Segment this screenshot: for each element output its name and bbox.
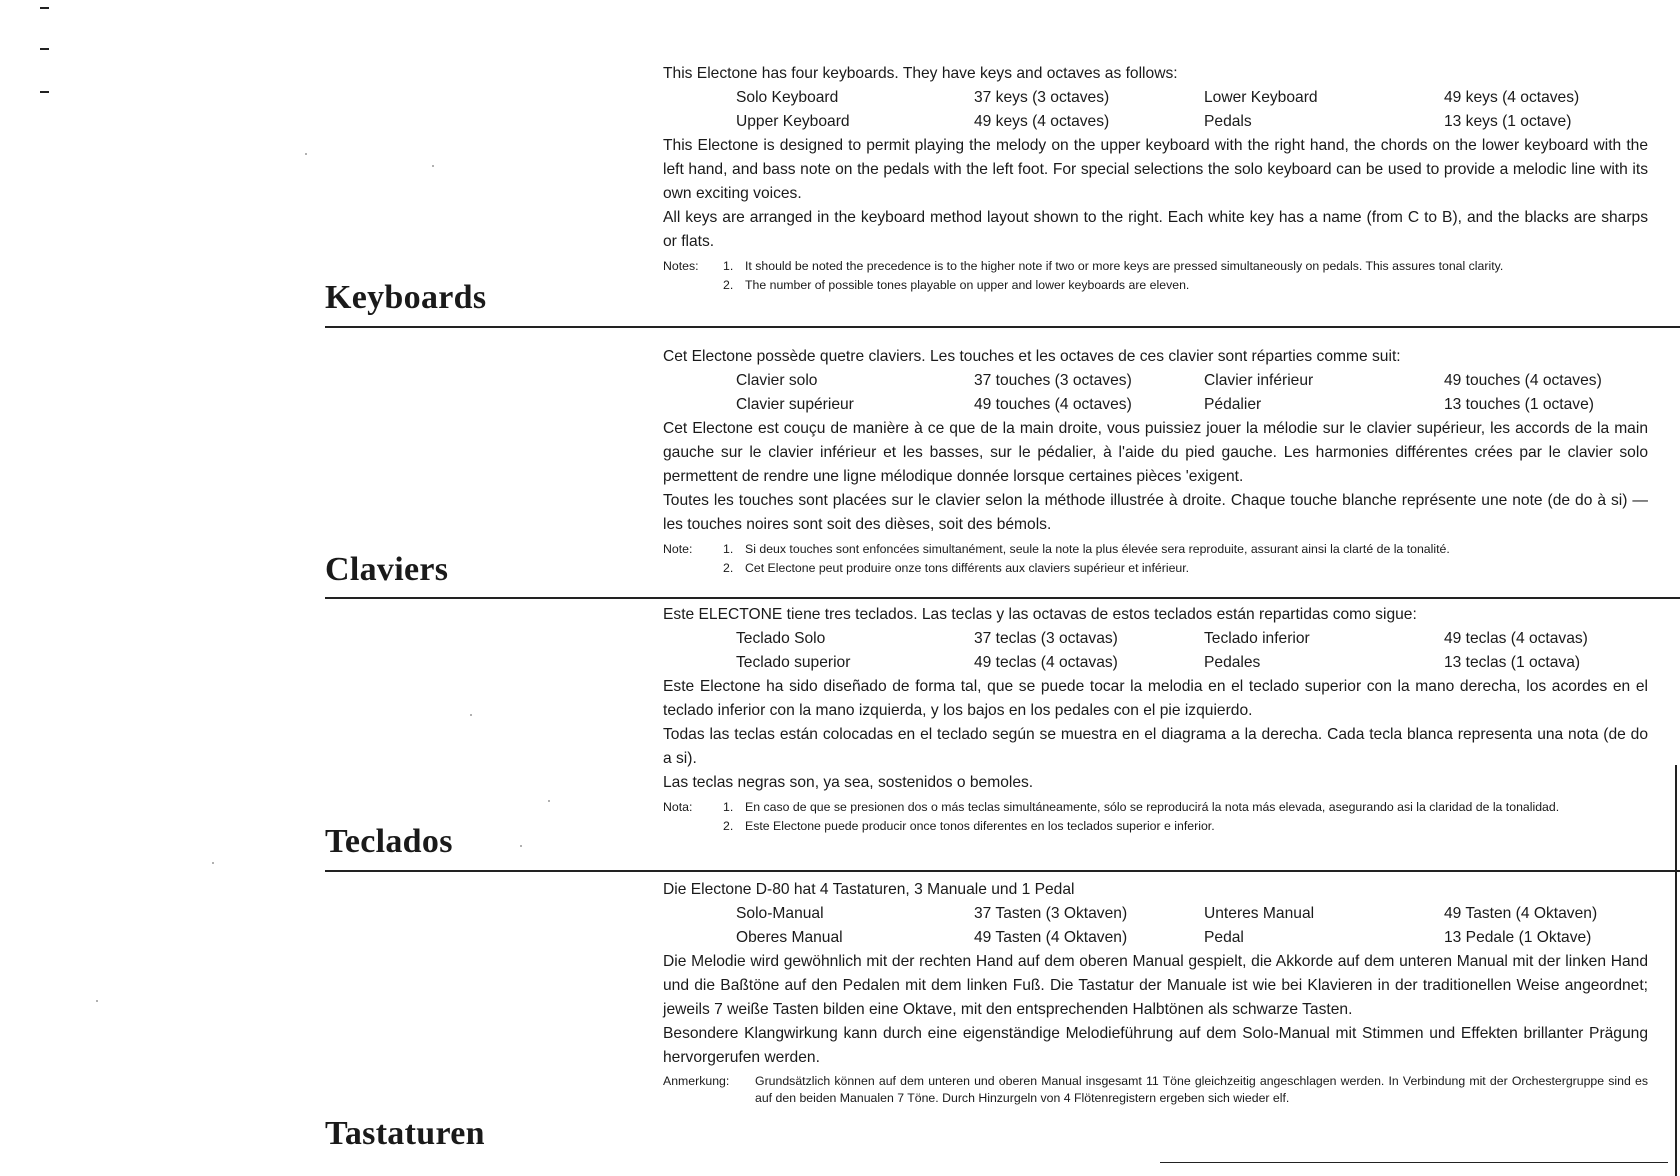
section-divider xyxy=(325,870,1680,872)
paragraph: Besondere Klangwirkung kann durch eine eigenständige Melodieführung auf dem Solo-Manual mit Stimmen und Effekten brillanter Prägung hervorgerufen werden. xyxy=(663,1025,1648,1066)
keyboard-name: Unteres Manual xyxy=(1204,905,1315,922)
notes-label: Note: xyxy=(663,542,693,556)
keyboard-keys: 13 teclas (1 octava) xyxy=(1444,654,1581,671)
keyboard-keys: 37 Tasten (3 Oktaven) xyxy=(974,905,1128,922)
page-edge-line xyxy=(1675,765,1677,1176)
paragraph: Todas las teclas están colocadas en el teclado según se muestra en el diagrama a la derecha. Cada tecla blanca representa una nota (de do a si). xyxy=(663,726,1648,767)
paragraph: Cet Electone est couçu de manière à ce que de la main droite, vous puissiez jouer la mélodie sur le clavier supérieur, les accords de la main gauche sur le clavier inférieur et les basses, sur le pédalier, à l'aide du pied gauche. Les harmonies différentes crées par le clavier solo permettent de rendre une ligne mélodique donnée lorsque certaines pièces 'exigent. xyxy=(663,420,1648,485)
scan-speck xyxy=(212,862,214,864)
scan-speck xyxy=(432,165,434,167)
keyboard-name: Oberes Manual xyxy=(736,929,843,946)
note-number: 1. xyxy=(723,800,734,814)
keyboard-keys: 13 Pedale (1 Oktave) xyxy=(1444,929,1592,946)
keyboard-name: Clavier inférieur xyxy=(1204,372,1314,389)
keyboard-table xyxy=(663,627,1648,675)
notes-label: Notes: xyxy=(663,259,699,273)
note-number: 2. xyxy=(723,278,734,292)
keyboard-keys: 49 teclas (4 octavas) xyxy=(1444,630,1588,647)
paragraph: Este Electone ha sido diseñado de forma tal, que se puede tocar la melodia en el teclado superior con la mano derecha, los acordes en el teclado inferior con la mano izquierda, y los bajos en los pedales con el pie izquierdo. xyxy=(663,678,1648,719)
scan-speck xyxy=(305,153,307,155)
keyboard-name: Clavier solo xyxy=(736,372,818,389)
margin-mark xyxy=(40,48,49,50)
notes-block xyxy=(663,798,1648,836)
keyboard-name: Pedales xyxy=(1204,654,1261,671)
notes-label: Nota: xyxy=(663,800,693,814)
note-text: Grundsätzlich können auf dem unteren und oberen Manual insgesamt 11 Töne gleichzeitig angeschlagen werden. In Verbindung mit der Orchestergruppe sind es auf den beiden Manualen 7 Töne. Durch Hinzurgeln von 4 Flötenregistern ergeben sich wieder elf. xyxy=(755,1074,1648,1105)
note-text: Si deux touches sont enfoncées simultanément, seule la note la plus élevée sera reproduite, assurant ainsi la clarté de la tonalité. xyxy=(745,542,1450,556)
scan-speck xyxy=(520,845,522,847)
keyboard-table xyxy=(663,86,1648,134)
paragraph: Toutes les touches sont placées sur le clavier selon la méthode illustrée à droite. Chaque touche blanche représente une note (de do à si) — les touches noires sont soit des dièses, soit des bémols. xyxy=(663,492,1648,533)
note-text: En caso de que se presionen dos o más teclas simultáneamente, sólo se reproducirá la nota más elevada, asegurando asi la claridad de la tonalidad. xyxy=(745,800,1560,814)
keyboard-name: Pedal xyxy=(1204,929,1244,946)
note-number: 1. xyxy=(723,542,734,556)
keyboard-keys: 37 touches (3 octaves) xyxy=(974,372,1132,389)
section-heading: Keyboards xyxy=(325,279,487,316)
keyboard-keys: 49 keys (4 octaves) xyxy=(1444,89,1580,106)
keyboard-name: Teclado inferior xyxy=(1204,630,1310,647)
note-number: 1. xyxy=(723,259,734,273)
paragraph: All keys are arranged in the keyboard method layout shown to the right. Each white key has a name (from C to B), and the blacks are sharps or flats. xyxy=(663,209,1648,250)
intro-text: Cet Electone possède quetre claviers. Les touches et les octaves de ces clavier sont réparties comme suit: xyxy=(663,348,1401,365)
margin-mark xyxy=(40,91,49,93)
section-body xyxy=(663,603,1648,836)
section-body xyxy=(663,62,1648,295)
keyboard-name: Upper Keyboard xyxy=(736,113,850,130)
note-number: 2. xyxy=(723,819,734,833)
section-divider xyxy=(325,326,1680,328)
notes-block xyxy=(663,1073,1648,1107)
keyboard-keys: 49 touches (4 octaves) xyxy=(974,396,1132,413)
section-body xyxy=(663,345,1648,578)
scan-speck xyxy=(96,1000,98,1002)
keyboard-keys: 49 Tasten (4 Oktaven) xyxy=(974,929,1128,946)
keyboard-keys: 37 keys (3 octaves) xyxy=(974,89,1110,106)
section-heading: Tastaturen xyxy=(325,1115,485,1152)
section-heading: Teclados xyxy=(325,823,453,860)
keyboard-table xyxy=(663,369,1648,417)
keyboard-name: Clavier supérieur xyxy=(736,396,854,413)
notes-label: Anmerkung: xyxy=(663,1074,730,1088)
intro-text: This Electone has four keyboards. They have keys and octaves as follows: xyxy=(663,65,1178,82)
paragraph: Die Melodie wird gewöhnlich mit der rechten Hand auf dem oberen Manual gespielt, die Akkorde auf dem unteren Manual mit der linken Hand und die Baßtöne auf den Pedalen mit dem linken Fuß. Die Tastatur der Manuale ist wie bei Klavieren in der traditionellen Weise angeordnet; jeweils 7 weiße Tasten bilden eine Oktave, mit den entsprechenden Halbtönen als schwarze Tasten. xyxy=(663,953,1648,1018)
note-text: Cet Electone peut produire onze tons différents aux claviers supérieur et inférieur. xyxy=(745,561,1190,575)
keyboard-keys: 37 teclas (3 octavas) xyxy=(974,630,1118,647)
note-text: It should be noted the precedence is to the higher note if two or more keys are pressed simultaneously on pedals. This assures tonal clarity. xyxy=(745,259,1504,273)
section-body xyxy=(663,878,1648,1107)
margin-mark xyxy=(40,7,49,9)
keyboard-keys: 49 keys (4 octaves) xyxy=(974,113,1110,130)
keyboard-name: Lower Keyboard xyxy=(1204,89,1318,106)
intro-text: Este ELECTONE tiene tres teclados. Las teclas y las octavas de estos teclados están repartidas como sigue: xyxy=(663,606,1417,623)
keyboard-name: Teclado Solo xyxy=(736,630,826,647)
keyboard-keys: 13 touches (1 octave) xyxy=(1444,396,1594,413)
keyboard-keys: 49 touches (4 octaves) xyxy=(1444,372,1602,389)
scan-speck xyxy=(470,714,472,716)
keyboard-name: Teclado superior xyxy=(736,654,851,671)
note-text: The number of possible tones playable on upper and lower keyboards are eleven. xyxy=(745,278,1190,292)
keyboard-name: Pédalier xyxy=(1204,396,1262,413)
section-divider xyxy=(325,597,1680,599)
keyboard-name: Pedals xyxy=(1204,113,1252,130)
keyboard-keys: 13 keys (1 octave) xyxy=(1444,113,1572,130)
notes-block xyxy=(663,540,1648,578)
keyboard-name: Solo-Manual xyxy=(736,905,824,922)
intro-text: Die Electone D-80 hat 4 Tastaturen, 3 Manuale und 1 Pedal xyxy=(663,881,1075,898)
section-heading: Claviers xyxy=(325,551,449,588)
paragraph: Las teclas negras son, ya sea, sostenidos o bemoles. xyxy=(663,774,1034,791)
note-number: 2. xyxy=(723,561,734,575)
keyboard-table xyxy=(663,902,1648,950)
scan-speck xyxy=(548,800,550,802)
section-divider xyxy=(1160,1162,1668,1163)
keyboard-keys: 49 Tasten (4 Oktaven) xyxy=(1444,905,1598,922)
keyboard-name: Solo Keyboard xyxy=(736,89,839,106)
paragraph: This Electone is designed to permit playing the melody on the upper keyboard with the right hand, the chords on the lower keyboard with the left hand, and bass note on the pedals with the left foot. For special selections the solo keyboard can be used to provide a melodic line with its own exciting voices. xyxy=(663,137,1648,202)
notes-block xyxy=(663,257,1648,295)
note-text: Este Electone puede producir once tonos diferentes en los teclados superior e inferior. xyxy=(745,819,1215,833)
keyboard-keys: 49 teclas (4 octavas) xyxy=(974,654,1118,671)
